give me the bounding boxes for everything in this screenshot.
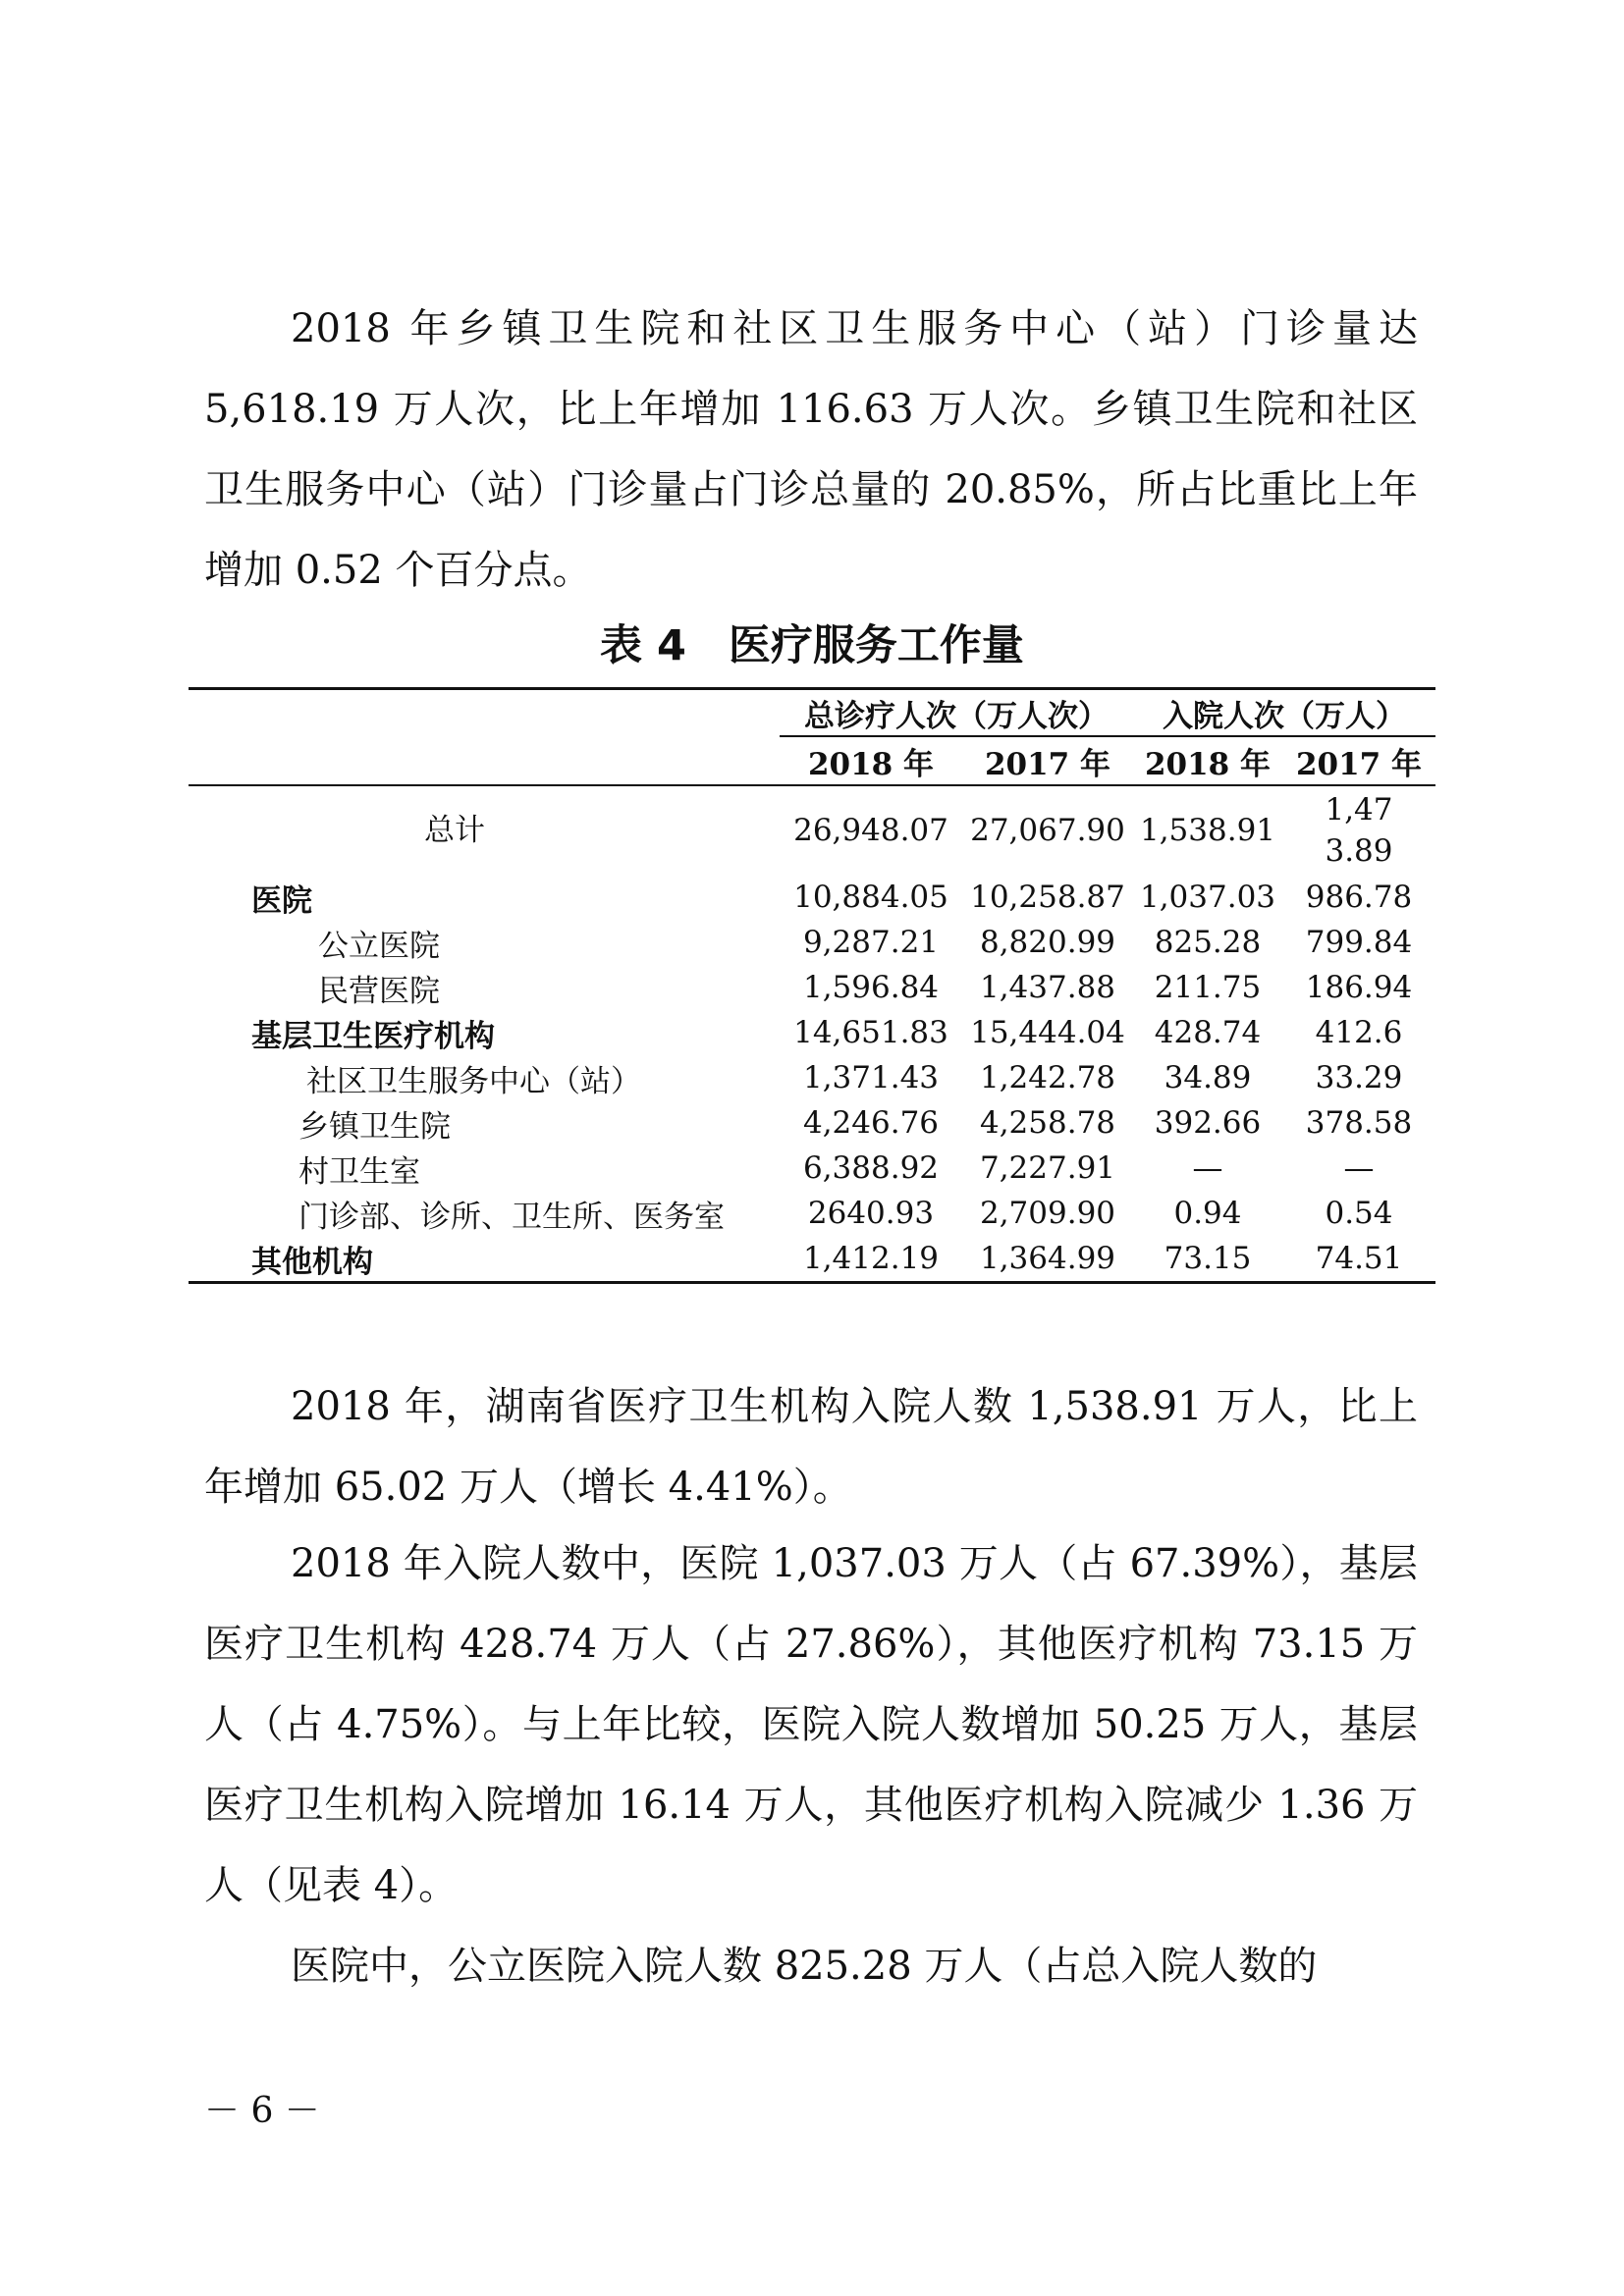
row-label: 医院 <box>251 882 312 919</box>
cell-value: 986.78 <box>1305 880 1413 915</box>
cell-value: 27,067.90 <box>970 813 1125 848</box>
row-label: 总计 <box>424 813 485 848</box>
table-row-total <box>189 785 1435 875</box>
cell-value: 428.74 <box>1154 1015 1262 1050</box>
table-title: 表 4 医疗服务工作量 <box>600 621 1024 670</box>
year-header: 2018 年 <box>1133 736 1282 785</box>
row-label: 乡镇卫生院 <box>298 1108 451 1145</box>
paragraph-admissions-total: 2018 年，湖南省医疗卫生机构入院人数 1,538.91 万人，比上年增加 65.02 万人（增长 4.41%）。 <box>204 1384 1418 1510</box>
table-row <box>189 875 1435 920</box>
table-row <box>189 1100 1435 1146</box>
cell-value: 1,596.84 <box>802 970 940 1005</box>
cell-value: 74.51 <box>1282 1236 1435 1283</box>
cell-value: 2640.93 <box>807 1196 935 1231</box>
cell-value: 392.66 <box>1154 1105 1262 1141</box>
cell-value: 1,412.19 <box>780 1236 962 1283</box>
cell-value: 1,371.43 <box>802 1060 940 1095</box>
row-label: 民营医院 <box>318 973 440 1009</box>
row-label: 社区卫生服务中心（站） <box>306 1063 641 1099</box>
row-label: 公立医院 <box>318 928 440 964</box>
table-row <box>189 920 1435 965</box>
cell-value: 1,538.91 <box>1139 813 1276 848</box>
cell-value: 10,258.87 <box>970 880 1125 915</box>
year-header: 2017 年 <box>1282 736 1435 785</box>
table-row <box>189 1191 1435 1236</box>
table-corner-cell <box>189 736 780 785</box>
cell-value: 8,820.99 <box>979 925 1116 960</box>
cell-value: 14,651.83 <box>793 1015 948 1050</box>
table-row <box>189 1010 1435 1055</box>
cell-value-wrapped: 1,473.89 <box>1325 792 1393 869</box>
table-group-header-row <box>189 689 1435 737</box>
cell-value: 1,037.03 <box>1139 880 1276 915</box>
cell-value: 1,364.99 <box>962 1236 1133 1283</box>
row-label: 门诊部、诊所、卫生所、医务室 <box>298 1199 725 1235</box>
year-header: 2017 年 <box>962 736 1133 785</box>
row-label: 基层卫生医疗机构 <box>251 1018 495 1054</box>
cell-value: 0.94 <box>1173 1196 1242 1231</box>
table-row <box>189 1146 1435 1191</box>
row-label: 村卫生室 <box>298 1153 420 1190</box>
cell-value: 6,388.92 <box>802 1150 940 1186</box>
table-container <box>189 687 1435 1284</box>
cell-value: 15,444.04 <box>970 1015 1125 1050</box>
page-number: － 6 － <box>204 2091 320 2131</box>
table-row <box>189 965 1435 1010</box>
table-row <box>189 1055 1435 1100</box>
cell-value: 1,242.78 <box>979 1060 1116 1095</box>
cell-value: 825.28 <box>1154 925 1262 960</box>
medical-service-workload-table <box>189 687 1435 1284</box>
cell-value: 2,709.90 <box>979 1196 1116 1231</box>
year-header: 2018 年 <box>780 736 962 785</box>
cell-value: — <box>1343 1150 1375 1186</box>
row-label: 其他机构 <box>189 1236 780 1283</box>
cell-value: 1,437.88 <box>979 970 1116 1005</box>
cell-value: 9,287.21 <box>802 925 940 960</box>
cell-value: 33.29 <box>1315 1060 1403 1095</box>
group-header-visits: 总诊疗人次（万人次） <box>780 689 1133 737</box>
cell-value: 34.89 <box>1164 1060 1252 1095</box>
cell-value <box>1282 785 1435 875</box>
paragraph-public-hospitals: 医院中，公立医院入院人数 825.28 万人（占总入院人数的 <box>291 1944 1318 1989</box>
cell-value: 211.75 <box>1154 970 1262 1005</box>
cell-value: 0.54 <box>1325 1196 1393 1231</box>
cell-value: 4,258.78 <box>979 1105 1116 1141</box>
table-corner-cell <box>189 689 780 737</box>
cell-value: 73.15 <box>1133 1236 1282 1283</box>
table-row <box>189 1236 1435 1283</box>
cell-value: 4,246.76 <box>802 1105 940 1141</box>
cell-value: 10,884.05 <box>793 880 948 915</box>
cell-value: 412.6 <box>1315 1015 1403 1050</box>
cell-value: 186.94 <box>1305 970 1413 1005</box>
cell-value: 26,948.07 <box>793 813 948 848</box>
cell-value: 378.58 <box>1305 1105 1413 1141</box>
cell-value: 799.84 <box>1305 925 1413 960</box>
cell-value: 7,227.91 <box>979 1150 1116 1186</box>
paragraph-outpatient: 2018 年乡镇卫生院和社区卫生服务中心（站）门诊量达5,618.19 万人次，比上年增加 116.63 万人次。乡镇卫生院和社区卫生服务中心（站）门诊量占门诊总量的 20.85%，所占比重比上年增加 0.52 个百分点。 <box>204 306 1418 593</box>
group-header-admissions: 入院人次（万人） <box>1133 689 1435 737</box>
paragraph-admissions-breakdown: 2018 年入院人数中，医院 1,037.03 万人（占 67.39%），基层医疗卫生机构 428.74 万人（占 27.86%），其他医疗机构 73.15 万人（占 4.75%）。与上年比较，医院入院人数增加 50.25 万人，基层医疗卫生机构入院增加 16.14 万人，其他医疗机构入院减少 1.36 万人（见表 4）。 <box>204 1541 1418 1908</box>
cell-value: — <box>1192 1150 1223 1186</box>
table-year-header-row <box>189 736 1435 785</box>
